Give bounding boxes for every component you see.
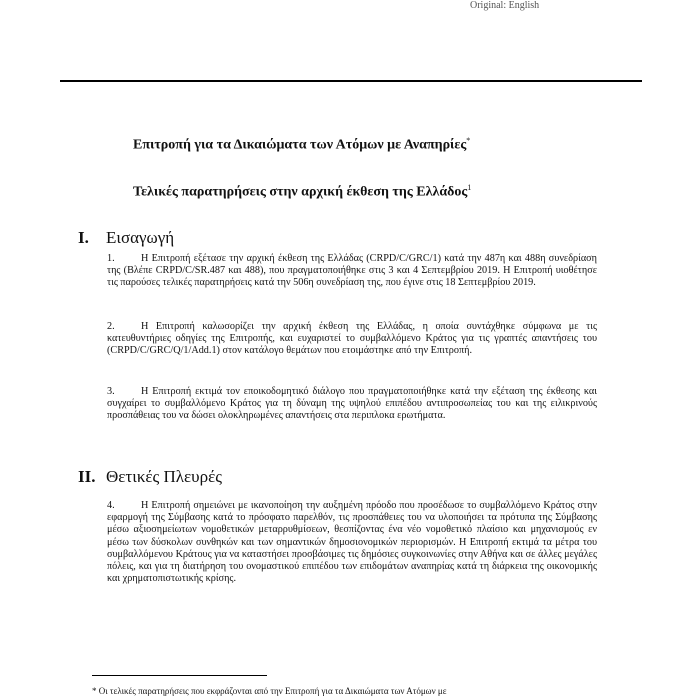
section-heading-positive-aspects (78, 467, 222, 487)
paragraph-text: Η Επιτροπή εξέτασε την αρχική έκθεση της Ελλάδας (CRPD/C/GRC/1) κατά την 487η και 488η συνεδρίαση της (Βλέπε CRPD/C/SR.487 και 488), που πραγματοποιήθηκε στις 3 και 4 Σεπτεμβρίου 2019. Η Επιτροπή υιοθέτησε τις παρούσες τελικές παρατηρήσεις κατά την 506η συνεδρίαση της, που έγινε στις 18 Σεπτεμβρίου 2019. (107, 253, 597, 289)
section-number: I. (78, 228, 89, 247)
section-number: II. (78, 467, 96, 486)
original-language-note: Original: English (470, 0, 540, 11)
header-rule (60, 80, 642, 82)
paragraph-number: 4. (107, 500, 115, 511)
paragraph-text: Η Επιτροπή εκτιμά τον εποικοδομητικό διάλογο που πραγματοποιήθηκε κατά την εξέταση της έκθεσης και συγχαίρει το συμβαλλόμενο Κράτος για τη δύναμη της υψηλού επιπέδου αντιπροσωπείας του και της ειλικρινούς προσπάθειας του να δώσει ολοκληρωμένες απαντήσεις στα περιπλοκα ερωτήματα. (107, 386, 597, 422)
paragraph-number: 1. (107, 253, 115, 264)
paragraph-1 (107, 253, 597, 290)
section-heading-text: Εισαγωγή (106, 228, 175, 247)
paragraph-number: 2. (107, 321, 115, 332)
paragraph-2 (107, 321, 597, 358)
section-heading-text: Θετικές Πλευρές (106, 467, 222, 486)
observations-footnote-mark: 1 (467, 183, 472, 192)
committee-footnote-mark: * (466, 136, 471, 145)
paragraph-text: Η Επιτροπή καλωσορίζει την αρχική έκθεση της Ελλάδας, η οποία συντάχθηκε σύμφωνα με τις κατευθυντήριες οδηγίες της Επιτροπής, και ευχαριστεί το συμβαλλόμενο Κράτος για τις γραπτές απαντήσεις του (CRPD/C/GRC/Q/1/Add.1) στον κατάλογο θεμάτων που ετοιμάστηκε από την Επιτροπή. (107, 321, 597, 357)
paragraph-4 (107, 500, 597, 585)
paragraph-number: 3. (107, 386, 115, 397)
observations-title (133, 183, 471, 201)
paragraph-text: Η Επιτροπή σημειώνει με ικανοποίηση την αυξημένη πρόοδο που προσέδωσε το συμβαλλόμενο Κράτος στην εφαρμογή της Σύμβασης κατά το πρόσφατο παρελθόν, τις προσπάθειες του να υλοποιήσει τα πρότυπα της Σύμβασης μέσω αξιοσημείωτων νομοθετικών μεταρρυθμίσεων, θεσπίζοντας ένα νέο νομοθετικό πλαίσιο και μηχανισμούς εν μέσω των δύσκολων συνθηκών και των σημαντικών δημοσιονομικών περιορισμών. Η Επιτροπή εκτιμά τα μέτρα του συμβαλλόμενου Κράτους για να καταστήσει προσβάσιμες τις δημόσιες συγκοινωνίες στην Αθήνα και σε άλλες μεγάλες πόλεις, και για τη διατήρηση του ονομαστικού επιπέδου των επιδομάτων αναπηρίας κατά τη διάρκεια της οικονομικής και χρηματοπιστωτικής κρίσης. (107, 500, 597, 585)
footnote-rule (92, 675, 267, 676)
paragraph-3 (107, 386, 597, 423)
observations-title-text: Τελικές παρατηρήσεις στην αρχική έκθεση της Ελλάδος (133, 184, 468, 200)
committee-title-text: Επιτροπή για τα Δικαιώματα των Ατόμων με Αναπηρίες (133, 137, 467, 153)
committee-title (133, 136, 470, 154)
section-heading-introduction (78, 228, 174, 248)
footnote: * Οι τελικές παρατηρήσεις που εκφράζονται από την Επιτροπή για τα Δικαιώματα των Ατόμων με (92, 686, 447, 696)
